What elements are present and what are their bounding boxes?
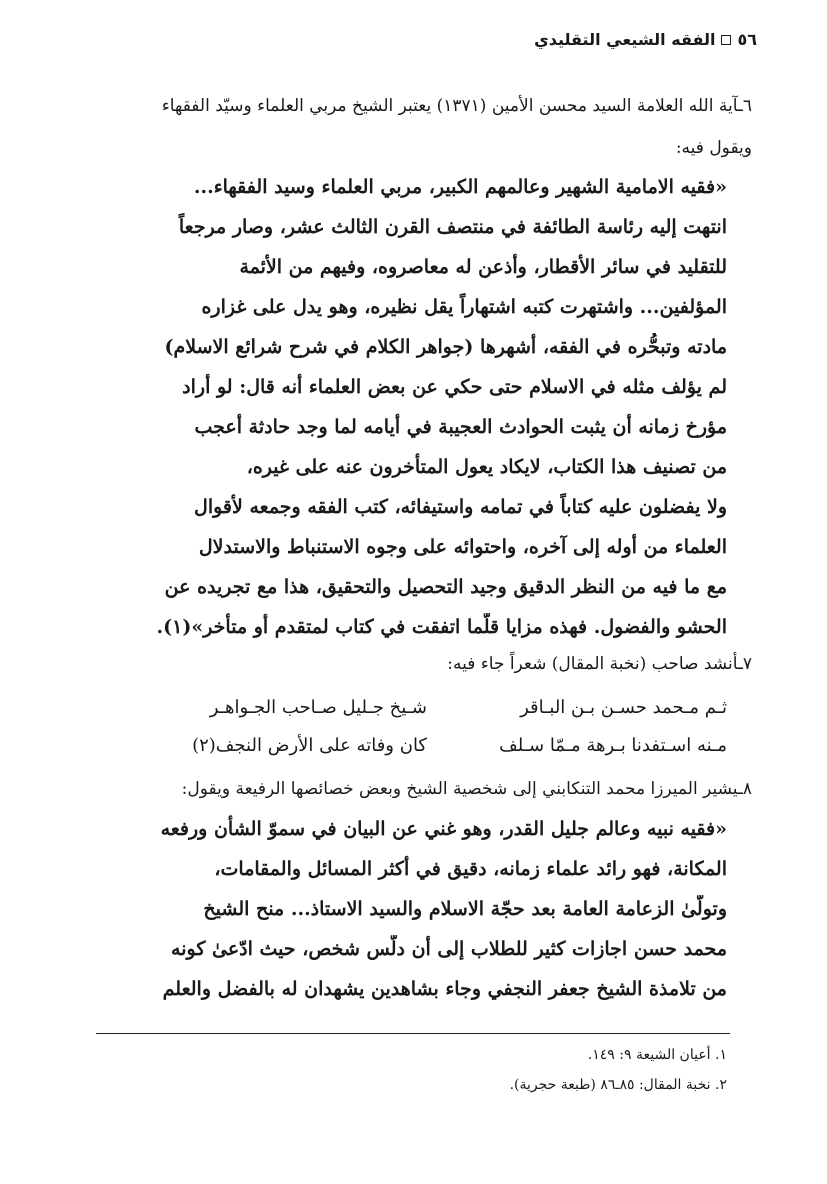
footnote-1: ١. أعيان الشيعة ٩: ١٤٩.: [587, 1047, 727, 1063]
quote1-line: من تصنيف هذا الكتاب، لايكاد يعول المتأخرون عنه على غيره،: [246, 456, 727, 478]
quote1-line: انتهت إليه رئاسة الطائفة في منتصف القرن الثالث عشر، وصار مرجعاً: [178, 216, 727, 238]
item8-intro: ٨ـيشير الميرزا محمد التنكابني إلى شخصية الشيخ وبعض خصائصها الرفيعة ويقول:: [181, 779, 752, 799]
quote1-line: للتقليد في سائر الأقطار، وأذعن له معاصروه، وفيهم من الأئمة: [239, 256, 727, 278]
footnote-separator: [96, 1033, 730, 1034]
quote1-line: ولا يفضلون عليه كتاباً في تمامه واستيفائه، كتب الفقه وجمعه لأقوال: [194, 496, 727, 518]
item7-intro: ٧ـأنشد صاحب (نخبة المقال) شعراً جاء فيه:: [447, 654, 752, 674]
quote1-line: الحشو والفضول. فهذه مزايا قلَّما اتفقت في كتاب لمتقدم أو متأخر»(١).: [156, 616, 727, 638]
quote2-line: المكانة، فهو رائد علماء زمانه، دقيق في أكثر المسائل والمقامات،: [214, 858, 727, 880]
verse2-first-hemistich: مـنه اسـتفدنا بـرهة مـمّا سـلف: [499, 735, 727, 756]
square-icon: [721, 35, 731, 45]
running-header: [534, 30, 757, 49]
quote2-line: محمد حسن اجازات كثير للطلاب إلى أن دلّس شخص، حيث ادّعىٰ كونه: [171, 938, 727, 960]
quote1-line: «فقيه الامامية الشهير وعالمهم الكبير، مربي العلماء وسيد الفقهاء...: [193, 176, 727, 198]
quote2-line: وتولّىٰ الزعامة العامة بعد حجّة الاسلام والسيد الاستاذ... منح الشيخ: [203, 898, 727, 920]
footnote-2: ٢. نخبة المقال: ٨٥ـ٨٦ (طبعة حجرية).: [509, 1077, 727, 1093]
quote1-line: العلماء من أوله إلى آخره، واحتوائه على وجوه الاستنباط والاستدلال: [198, 536, 727, 558]
page-number: ٥٦: [737, 30, 757, 49]
quote1-line: مادته وتبحُّره في الفقه، أشهرها (جواهر الكلام في شرح شرائع الاسلام): [164, 336, 727, 358]
quote2-line: «فقيه نبيه وعالم جليل القدر، وهو غني عن البيان في سموّ الشأن ورفعه: [160, 818, 727, 840]
quote2-line: من تلامذة الشيخ جعفر النجفي وجاء بشاهدين يشهدان له بالفضل والعلم: [162, 978, 727, 1000]
running-title: الفقه الشيعي التقليدي: [534, 30, 716, 49]
verse1-second-hemistich: شـيخ جـليل صـاحب الجـواهـر: [209, 697, 427, 718]
quote1-line: لم يؤلف مثله في الاسلام حتى حكي عن بعض العلماء أنه قال: لو أراد: [182, 376, 727, 398]
item6-line1: ٦ـآية الله العلامة السيد محسن الأمين (١٣٧١) يعتبر الشيخ مربي العلماء وسيّد الفقهاء: [161, 96, 752, 116]
quote1-line: المؤلفين... واشتهرت كتبه اشتهاراً يقل نظيره، وهو يدل على غزاره: [201, 296, 727, 318]
verse2-second-hemistich: كان وفاته على الأرض النجف(٢): [192, 735, 427, 756]
item6-line2: ويقول فيه:: [675, 138, 752, 158]
verse1-first-hemistich: ثـم مـحمد حسـن بـن البـاقر: [520, 697, 727, 718]
quote1-line: مع ما فيه من النظر الدقيق وجيد التحصيل والتحقيق، هذا مع تجريده عن: [164, 576, 727, 598]
quote1-line: مؤرخ زمانه أن يثبت الحوادث العجيبة في أيامه لما وجد حادثة أعجب: [194, 416, 727, 438]
